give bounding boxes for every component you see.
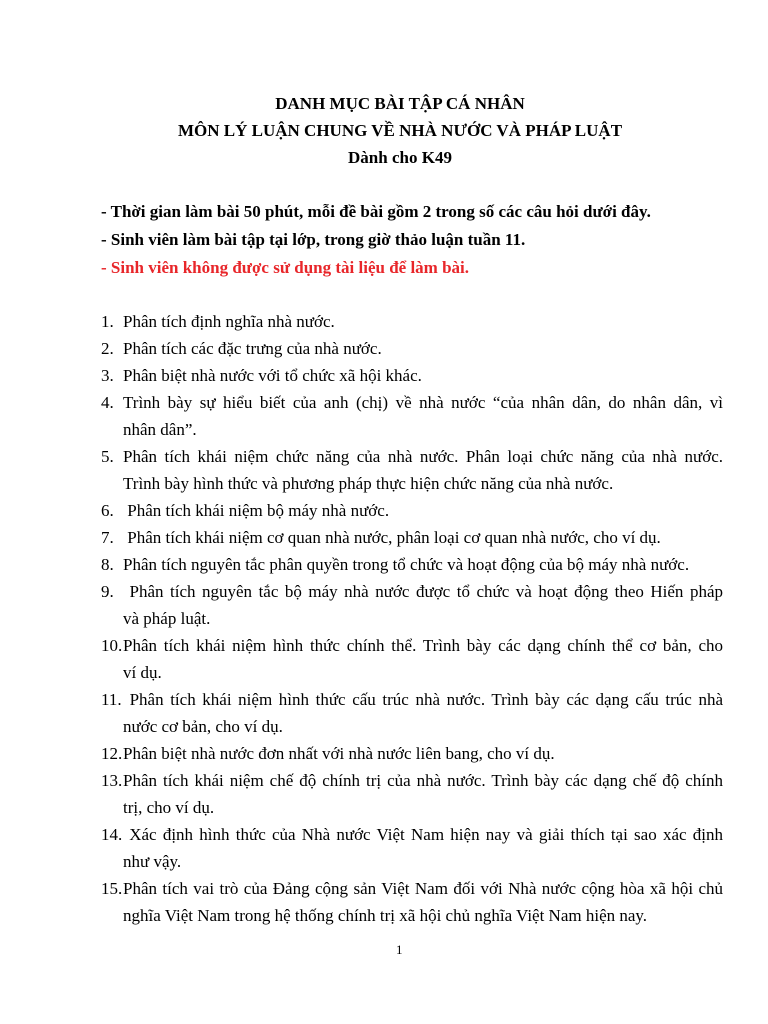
question-text-cont: như vậy.	[123, 852, 182, 871]
question-number: 12.	[101, 744, 123, 763]
question-item	[101, 308, 723, 335]
question-text: Phân tích khái niệm bộ máy nhà nước.	[123, 501, 390, 520]
question-text: Phân tích định nghĩa nhà nước.	[123, 312, 335, 331]
question-text: Phân tích khái niệm hình thức chính thể. Trình bày các dạng chính thể cơ bản, cho	[123, 636, 723, 655]
question-number: 9.	[101, 582, 114, 601]
question-number: 15.	[101, 879, 123, 898]
question-text: Phân tích khái niệm cơ quan nhà nước, phân loại cơ quan nhà nước, cho ví dụ.	[123, 528, 661, 547]
question-text-cont: nghĩa Việt Nam trong hệ thống chính trị xã hội chủ nghĩa Việt Nam hiện nay.	[123, 906, 648, 925]
question-text: Phân tích nguyên tắc phân quyền trong tổ chức và hoạt động của bộ máy nhà nước.	[123, 555, 690, 574]
question-text-cont: nhân dân”.	[123, 420, 197, 439]
question-item	[101, 686, 723, 740]
question-text: Phân tích khái niệm hình thức cấu trúc nhà nước. Trình bày các dạng cấu trúc nhà	[123, 690, 723, 709]
question-text: Phân biệt nhà nước với tổ chức xã hội khác.	[123, 366, 422, 385]
question-number: 7.	[101, 528, 114, 547]
question-number: 2.	[101, 339, 114, 358]
question-item	[101, 821, 723, 875]
note-no-materials: - Sinh viên không được sử dụng tài liệu để làm bài.	[101, 258, 470, 277]
question-text: Phân tích các đặc trưng của nhà nước.	[123, 339, 382, 358]
question-text-cont: Trình bày hình thức và phương pháp thực hiện chức năng của nhà nước.	[123, 474, 614, 493]
question-number: 4.	[101, 393, 114, 412]
question-number: 13.	[101, 771, 123, 790]
doc-title: DANH MỤC BÀI TẬP CÁ NHÂN	[275, 94, 525, 113]
page-number: 1	[396, 942, 403, 957]
question-text-cont: nước cơ bản, cho ví dụ.	[123, 717, 283, 736]
question-text: Phân tích vai trò của Đảng cộng sản Việt Nam đối với Nhà nước cộng hòa xã hội chủ	[123, 879, 723, 898]
question-item	[101, 767, 723, 821]
question-text-cont: ví dụ.	[123, 663, 162, 682]
question-item	[101, 335, 723, 362]
question-number: 6.	[101, 501, 114, 520]
question-item	[101, 524, 723, 551]
question-number: 14.	[101, 825, 123, 844]
question-item	[101, 632, 723, 686]
question-number: 3.	[101, 366, 114, 385]
question-item	[101, 740, 723, 767]
question-number: 1.	[101, 312, 114, 331]
question-text: Phân tích khái niệm chức năng của nhà nước. Phân loại chức năng của nhà nước.	[123, 447, 723, 466]
note-time: - Thời gian làm bài 50 phút, mỗi đề bài gồm 2 trong số các câu hỏi dưới đây.	[101, 202, 651, 221]
question-item	[101, 875, 723, 929]
question-text: Trình bày sự hiểu biết của anh (chị) về nhà nước “của nhân dân, do nhân dân, vì	[123, 393, 723, 412]
question-number: 8.	[101, 555, 114, 574]
doc-audience: Dành cho K49	[348, 148, 452, 167]
question-text: Phân biệt nhà nước đơn nhất với nhà nước liên bang, cho ví dụ.	[123, 744, 555, 763]
question-item	[101, 578, 723, 632]
question-number: 10.	[101, 636, 123, 655]
question-item	[101, 551, 723, 578]
question-item	[101, 389, 723, 443]
question-item	[101, 362, 723, 389]
question-item	[101, 497, 723, 524]
doc-subject: MÔN LÝ LUẬN CHUNG VỀ NHÀ NƯỚC VÀ PHÁP LUẬT	[177, 121, 623, 140]
question-text: Phân tích khái niệm chế độ chính trị của nhà nước. Trình bày các dạng chế độ chính	[123, 771, 723, 790]
question-number: 5.	[101, 447, 114, 466]
question-text: Xác định hình thức của Nhà nước Việt Nam hiện nay và giải thích tại sao xác định	[123, 825, 723, 844]
question-text-cont: trị, cho ví dụ.	[123, 798, 215, 817]
question-number: 11.	[101, 690, 122, 709]
note-location: - Sinh viên làm bài tập tại lớp, trong giờ thảo luận tuần 11.	[101, 230, 526, 249]
question-item	[101, 443, 723, 497]
question-text: Phân tích nguyên tắc bộ máy nhà nước được tổ chức và hoạt động theo Hiến pháp	[123, 582, 723, 601]
question-text-cont: và pháp luật.	[123, 609, 211, 628]
